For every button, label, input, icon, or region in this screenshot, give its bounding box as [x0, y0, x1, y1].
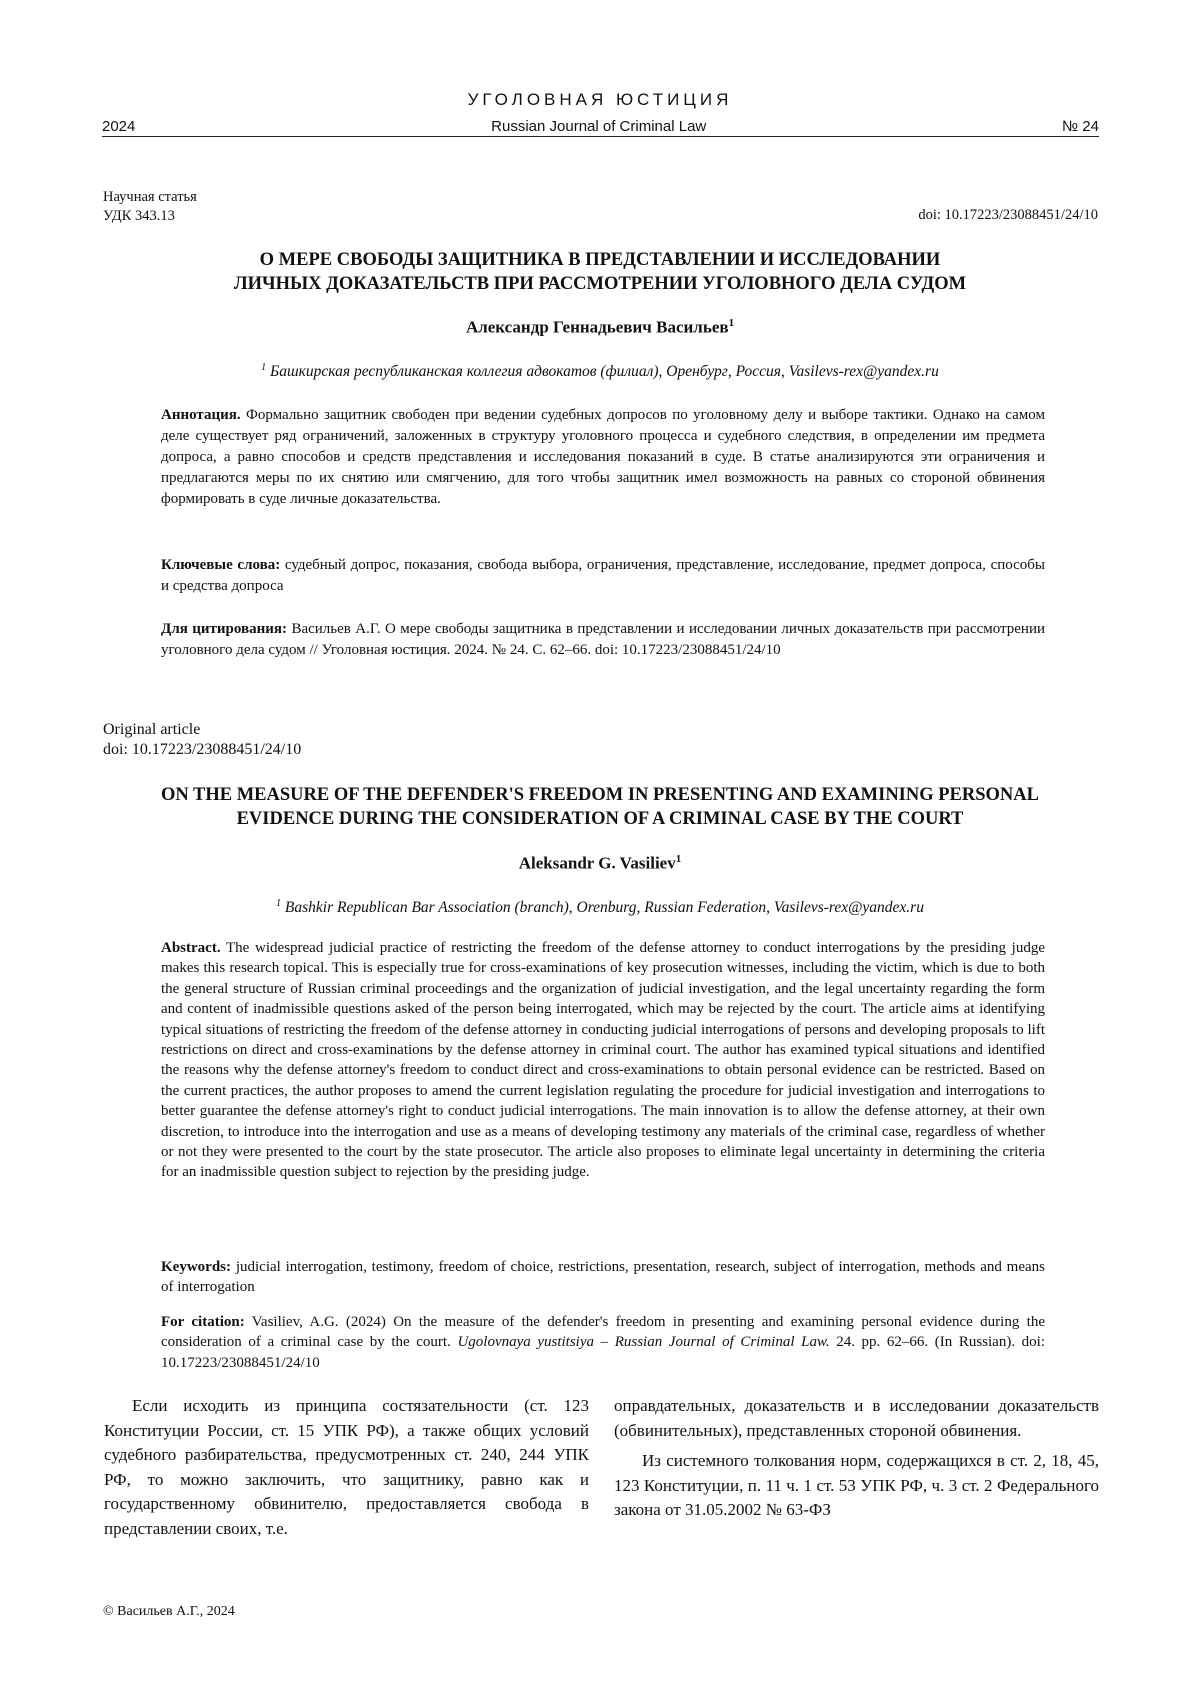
body-left-column	[104, 1394, 589, 1541]
en-citation-text: Vasiliev, A.G. (2024) On the measure of the defender's freedom in presenting and examining personal evidence during the consideration of a criminal case by the court.	[161, 1314, 1045, 1350]
ru-keywords-text: судебный допрос, показания, свобода выбора, ограничения, представление, исследование, предмет допроса, способы и средства допроса	[161, 557, 1045, 594]
en-keywords-label: Keywords:	[161, 1259, 231, 1275]
running-header	[102, 118, 1099, 135]
ru-keywords-label: Ключевые слова:	[161, 557, 280, 573]
header-year: 2024	[102, 118, 135, 135]
en-affiliation-text: Bashkir Republican Bar Association (branch), Orenburg, Russian Federation, Vasilevs-rex@yandex.ru	[285, 899, 924, 916]
en-author-sup: 1	[676, 853, 682, 865]
en-author	[100, 853, 1100, 874]
en-abstract-text: The widespread judicial practice of restricting the freedom of the defense attorney to conduct interrogations by the presiding judge makes this research topical. This is especially true for cross-examinations of key prosecution witnesses, including the victim, which is due to both the general structure of Russian criminal proceedings and the organization of judicial investigation, and the legal uncertainty regarding the form and content of inadmissible questions asked of the person being interrogated, which may be rejected by the court. The article aims at identifying typical situations of restricting the freedom of the defense attorney in conducting judicial interrogations of persons and developing proposals to lift restrictions on direct and cross-examinations by the defense attorney in criminal court. The author has examined typical situations and identified the reasons why the defense attorney's freedom to conduct direct and cross-examinations to obtain personal evidence can be restricted. Based on the current practices, the author proposes to amend the current legislation regulating the procedure for judicial investigation and interrogations to better guarantee the defense attorney's right to conduct judicial interrogations. The main innovation is to allow the defense attorney, at their own discretion, to introduce into the interrogation and use as a means of developing testimony any materials of the criminal case, regardless of whether or not they were presented to the court by the state prosecutor. The article also proposes to eliminate legal uncertainty in determining the criteria for an inadmissible question subject to rejection by the presiding judge.	[161, 940, 1045, 1180]
body-paragraph: Если исходить из принципа состязательности (ст. 123 Конституции России, ст. 15 УПК РФ), а также общих условий судебного разбирательства, предусмотренных ст. 240, 244 УПК РФ, то можно заключить, что защитнику, равно как и государственному обвинителю, предоставляется свобода в представлении своих, т.е.	[104, 1394, 589, 1541]
en-author-name: Aleksandr G. Vasiliev	[519, 854, 676, 873]
journal-title-ru: УГОЛОВНАЯ ЮСТИЦИЯ	[0, 90, 1200, 110]
en-citation-label: For citation:	[161, 1314, 245, 1330]
ru-citation-label: Для цитирования:	[161, 621, 287, 637]
ru-affil-sup: 1	[261, 362, 266, 373]
body-paragraph: оправдательных, доказательств и в исследовании доказательств (обвинительных), представленных стороной обвинения.	[614, 1394, 1099, 1443]
ru-author-name: Александр Геннадьевич Васильев	[466, 318, 729, 337]
ru-abstract	[161, 405, 1045, 510]
ru-keywords	[161, 555, 1045, 597]
en-title	[100, 783, 1100, 831]
en-title-line-2: EVIDENCE DURING THE CONSIDERATION OF A CRIMINAL CASE BY THE COURT	[100, 807, 1100, 831]
ru-abstract-label: Аннотация.	[161, 407, 241, 423]
en-citation	[161, 1312, 1045, 1373]
en-doi: doi: 10.17223/23088451/24/10	[103, 740, 301, 760]
copyright: © Васильев А.Г., 2024	[103, 1604, 235, 1620]
ru-title-line-2: ЛИЧНЫХ ДОКАЗАТЕЛЬСТВ ПРИ РАССМОТРЕНИИ УГОЛОВНОГО ДЕЛА СУДОМ	[100, 272, 1100, 296]
en-article-meta	[103, 720, 301, 760]
en-title-line-1: ON THE MEASURE OF THE DEFENDER'S FREEDOM IN PRESENTING AND EXAMINING PERSONAL	[100, 783, 1100, 807]
en-citation-journal: Ugolovnaya yustitsiya – Russian Journal of Criminal Law.	[457, 1334, 829, 1350]
header-divider	[102, 136, 1099, 137]
header-issue: № 24	[1062, 118, 1099, 135]
ru-affiliation-text: Башкирская республиканская коллегия адвокатов (филиал), Оренбург, Россия, Vasilevs-rex@yandex.ru	[270, 363, 939, 380]
en-keywords	[161, 1257, 1045, 1298]
en-citation-tail: 24. pp. 62–66. (In Russian). doi: 10.17223/23088451/24/10	[161, 1334, 1045, 1370]
ru-abstract-text: Формально защитник свободен при ведении судебных допросов по уголовному делу и выборе тактики. Однако на самом деле существует ряд ограничений, заложенных в структуру уголовного процесса и судебного следствия, в определении им предмета допроса, а равно способов и средств представления и исследования показаний в суде. В статье анализируются эти ограничения и предлагаются меры по их снятию или смягчению, для того чтобы защитник имел возможность на равных со стороной обвинения формировать в суде личные доказательства.	[161, 407, 1045, 507]
en-affil-sup: 1	[276, 898, 281, 909]
header-journal-en: Russian Journal of Criminal Law	[491, 118, 706, 135]
en-keywords-text: judicial interrogation, testimony, freedom of choice, restrictions, presentation, research, subject of interrogation, methods and means of interrogation	[161, 1259, 1045, 1295]
ru-article-type: Научная статья	[103, 188, 197, 207]
ru-affiliation	[100, 362, 1100, 381]
en-affiliation	[100, 898, 1100, 917]
ru-title	[100, 248, 1100, 296]
page	[0, 0, 1200, 1698]
ru-doi: doi: 10.17223/23088451/24/10	[918, 207, 1098, 224]
ru-author-sup: 1	[729, 317, 735, 329]
body-paragraph: Из системного толкования норм, содержащихся в ст. 2, 18, 45, 123 Конституции, п. 11 ч. 1 ст. 53 УПК РФ, ч. 3 ст. 2 Федерального закона от 31.05.2002 № 63-ФЗ	[614, 1449, 1099, 1523]
ru-author	[100, 317, 1100, 338]
ru-title-line-1: О МЕРЕ СВОБОДЫ ЗАЩИТНИКА В ПРЕДСТАВЛЕНИИ И ИССЛЕДОВАНИИ	[100, 248, 1100, 272]
ru-udk: УДК 343.13	[103, 207, 197, 226]
ru-citation	[161, 619, 1045, 661]
ru-article-meta	[103, 188, 197, 226]
ru-citation-text: Васильев А.Г. О мере свободы защитника в представлении и исследовании личных доказательств при рассмотрении уголовного дела судом // Уголовная юстиция. 2024. № 24. С. 62–66. doi: 10.17223/23088451/24/10	[161, 621, 1045, 658]
en-abstract-label: Abstract.	[161, 940, 221, 956]
en-abstract	[161, 938, 1045, 1183]
en-article-type: Original article	[103, 720, 301, 740]
body-right-column	[614, 1394, 1099, 1523]
